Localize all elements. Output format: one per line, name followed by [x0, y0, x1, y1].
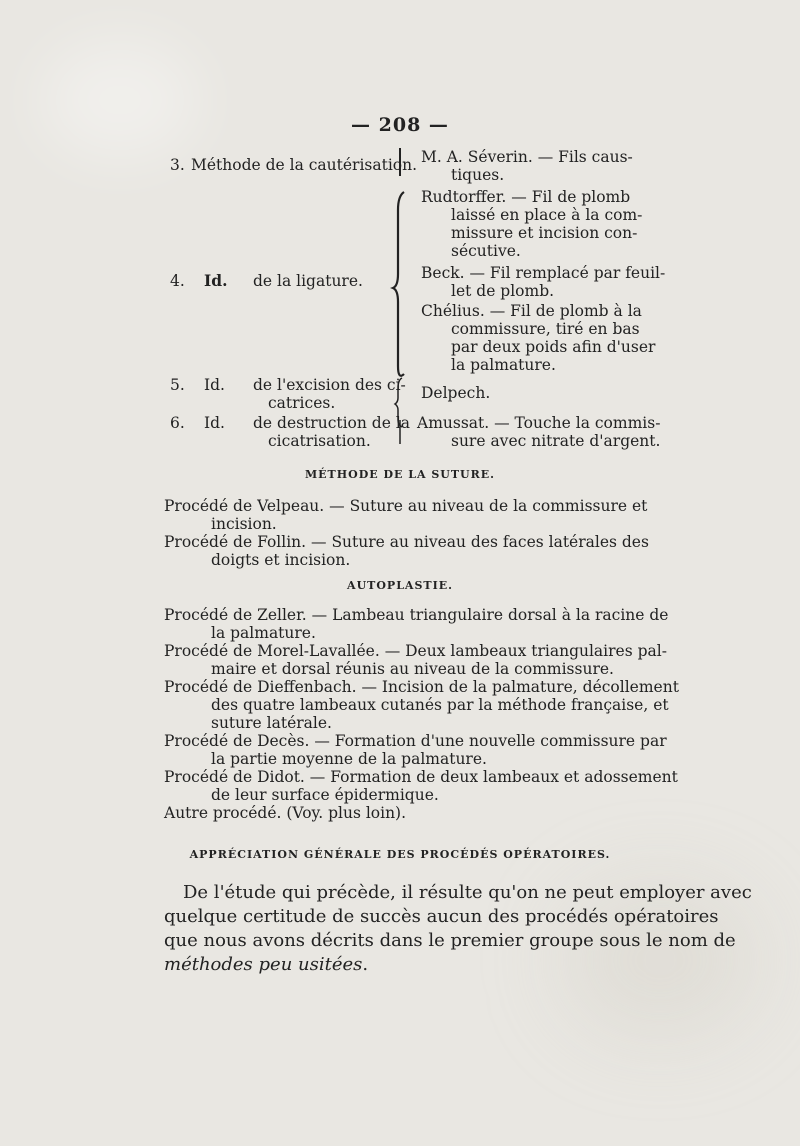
suture-line: incision. [211, 515, 277, 533]
method-3-entry: tiques. [451, 166, 505, 184]
method-5-label: catrices. [268, 394, 336, 412]
autoplastie-line: Autre procédé. (Voy. plus loin). [164, 804, 407, 822]
method-6-id: Id. [204, 414, 225, 432]
paper-stain [40, 40, 200, 160]
suture-heading: MÉTHODE DE LA SUTURE. [305, 468, 495, 481]
page-number: — 208 — [351, 114, 449, 136]
paragraph-line: quelque certitude de succès aucun des procédés opératoires [164, 906, 719, 927]
method-3-number: 3. [170, 156, 185, 174]
method-4-entry: let de plomb. [451, 282, 555, 300]
method-4-entry: commissure, tiré en bas [451, 320, 640, 338]
method-3-label: Méthode de la cautérisation. [191, 156, 418, 174]
autoplastie-line: Procédé de Didot. — Formation de deux lambeaux et adossement [164, 768, 678, 786]
method-4-id: Id. [204, 271, 228, 290]
method-6-entry: sure avec nitrate d'argent. [451, 432, 661, 450]
suture-line: doigts et incision. [211, 551, 351, 569]
method-4-entry: Beck. — Fil remplacé par feuil- [421, 264, 666, 282]
autoplastie-line: Procédé de Dieffenbach. — Incision de la palmature, décollement [164, 678, 679, 696]
method-4-number: 4. [170, 272, 185, 290]
autoplastie-line: Procédé de Zeller. — Lambeau triangulaire dorsal à la racine de [164, 606, 669, 624]
method-5-label: de l'excision des ci- [253, 376, 406, 394]
method-4-entry: laissé en place à la com- [451, 206, 643, 224]
autoplastie-line: des quatre lambeaux cutanés par la méthode française, et [211, 696, 669, 714]
paragraph-line: De l'étude qui précède, il résulte qu'on ne peut employer avec [183, 882, 752, 903]
autoplastie-heading: AUTOPLASTIE. [347, 579, 453, 592]
autoplastie-line: la partie moyenne de la palmature. [211, 750, 487, 768]
method-6-label: de destruction de la [253, 414, 411, 432]
autoplastie-line: suture latérale. [211, 714, 332, 732]
brace-large [393, 192, 404, 376]
method-6-entry: Amussat. — Touche la commis- [417, 414, 661, 432]
autoplastie-line: de leur surface épidermique. [211, 786, 439, 804]
autoplastie-line: Procédé de Morel-Lavallée. — Deux lambeaux triangulaires pal- [164, 642, 667, 660]
paper-stain [560, 880, 760, 1040]
appreciation-heading: APPRÉCIATION GÉNÉRALE DES PROCÉDÉS OPÉRATOIRES. [189, 848, 611, 861]
method-4-label: de la ligature. [253, 272, 363, 290]
autoplastie-line: maire et dorsal réunis au niveau de la commissure. [211, 660, 614, 678]
autoplastie-line: la palmature. [211, 624, 316, 642]
braces-graphic [390, 140, 410, 450]
autoplastie-line: Procédé de Decès. — Formation d'une nouvelle commissure par [164, 732, 667, 750]
method-5-number: 5. [170, 376, 185, 394]
method-4-entry: la palmature. [451, 356, 556, 374]
suture-line: Procédé de Velpeau. — Suture au niveau de la commissure et [164, 497, 648, 515]
paragraph-end: . [362, 954, 369, 975]
method-6-number: 6. [170, 414, 185, 432]
method-6-label: cicatrisation. [268, 432, 371, 450]
method-3-entry: M. A. Séverin. — Fils caus- [421, 148, 633, 166]
method-4-entry: missure et incision con- [451, 224, 638, 242]
italic-term: méthodes peu usitées [164, 954, 363, 975]
method-4-entry: par deux poids afin d'user [451, 338, 656, 356]
brace-small [395, 378, 402, 427]
paragraph-line [164, 954, 368, 976]
method-4-entry: Rudtorffer. — Fil de plomb [421, 188, 631, 206]
method-5-id: Id. [204, 376, 225, 394]
method-4-entry: Chélius. — Fil de plomb à la [421, 302, 642, 320]
suture-line: Procédé de Follin. — Suture au niveau des faces latérales des [164, 533, 649, 551]
method-4-entry: sécutive. [451, 242, 521, 260]
paragraph-line: que nous avons décrits dans le premier groupe sous le nom de [164, 930, 736, 951]
method-5-entry: Delpech. [421, 384, 491, 402]
